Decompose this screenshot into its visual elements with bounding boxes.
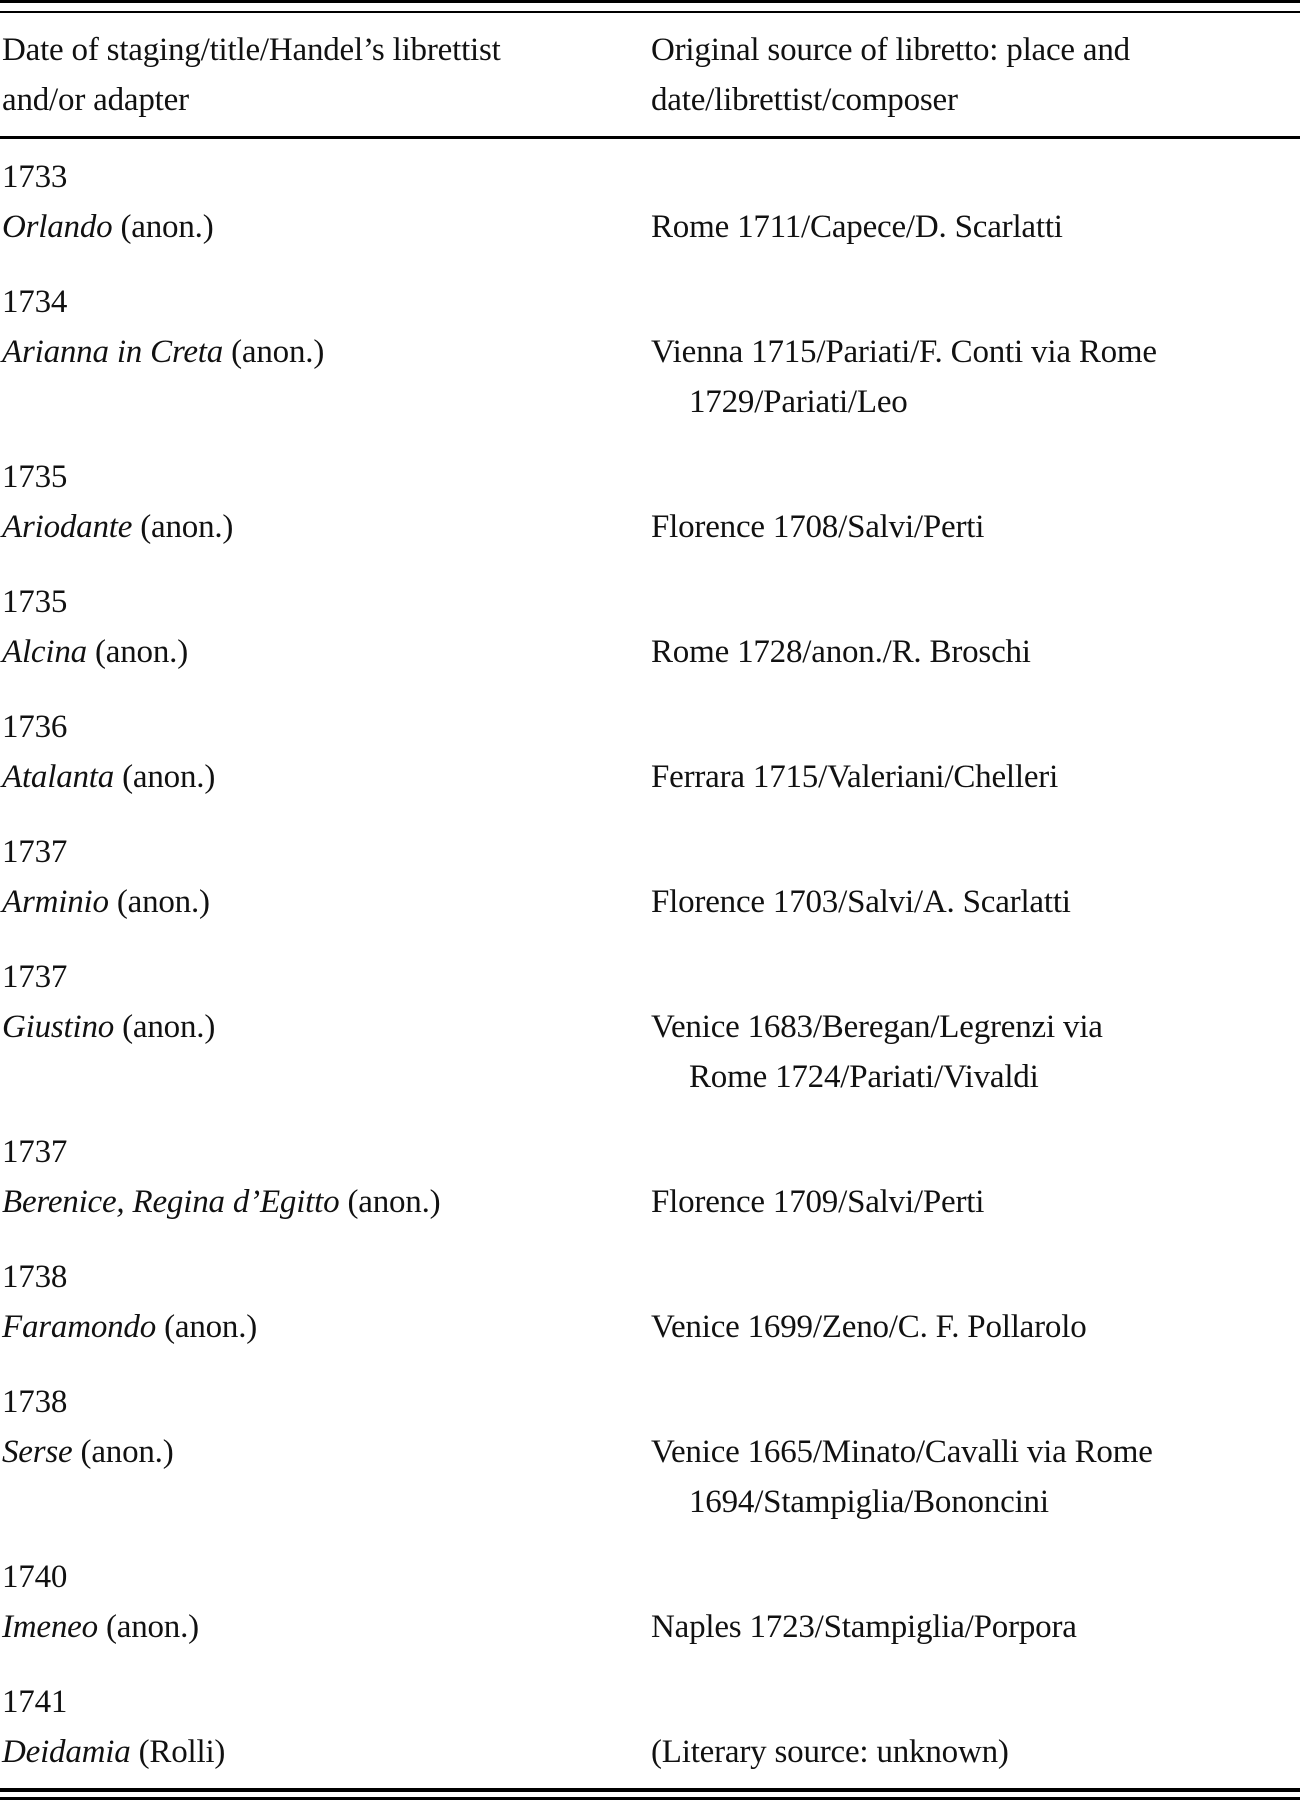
row-year: 1741 <box>2 1684 68 1720</box>
row-source: Florence 1708/Salvi/Perti <box>651 509 985 545</box>
adapter: (anon.) <box>114 1009 216 1045</box>
row-source-cont: 1729/Pariati/Leo <box>689 384 908 420</box>
top-rule-thick <box>0 0 1300 3</box>
adapter: (anon.) <box>97 1609 199 1645</box>
adapter: (anon.) <box>72 1434 174 1470</box>
row-title <box>2 1727 225 1777</box>
row-title <box>2 1302 257 1352</box>
row-year: 1738 <box>2 1384 68 1420</box>
adapter: (anon.) <box>112 209 214 245</box>
row-title <box>2 502 233 552</box>
row-title <box>2 327 324 377</box>
adapter: (anon.) <box>339 1184 441 1220</box>
opera-title: Giustino <box>2 1009 115 1045</box>
header-rule <box>0 136 1300 139</box>
row-title <box>2 627 188 677</box>
row-title <box>2 1602 199 1652</box>
row-source: Vienna 1715/Pariati/F. Conti via Rome <box>651 334 1157 370</box>
row-source: Venice 1699/Zeno/C. F. Pollarolo <box>651 1309 1087 1345</box>
row-year: 1736 <box>2 709 68 745</box>
row-source: Venice 1683/Beregan/Legrenzi via <box>651 1009 1103 1045</box>
row-source-cont: 1694/Stampiglia/Bononcini <box>689 1484 1049 1520</box>
adapter: (anon.) <box>114 759 216 795</box>
row-source-cont: Rome 1724/Pariati/Vivaldi <box>689 1059 1039 1095</box>
opera-title: Imeneo <box>2 1609 98 1645</box>
opera-title: Serse <box>2 1434 73 1470</box>
row-year: 1735 <box>2 459 68 495</box>
row-title <box>2 1002 215 1052</box>
row-source: Naples 1723/Stampiglia/Porpora <box>651 1609 1077 1645</box>
opera-title: Deidamia <box>2 1734 131 1770</box>
adapter: (anon.) <box>156 1309 258 1345</box>
header-col1-line2: and/or adapter <box>2 82 189 118</box>
row-source: Florence 1709/Salvi/Perti <box>651 1184 985 1220</box>
row-title <box>2 1177 440 1227</box>
row-source: Florence 1703/Salvi/A. Scarlatti <box>651 884 1071 920</box>
adapter: (anon.) <box>86 634 188 670</box>
row-year: 1734 <box>2 284 68 320</box>
row-title <box>2 877 210 927</box>
row-year: 1738 <box>2 1259 68 1295</box>
row-source: Rome 1728/anon./R. Broschi <box>651 634 1031 670</box>
row-title <box>2 1427 174 1477</box>
header-col2-line2: date/librettist/composer <box>651 82 958 118</box>
opera-title: Alcina <box>2 634 87 670</box>
row-year: 1737 <box>2 834 68 870</box>
adapter: (Rolli) <box>130 1734 226 1770</box>
header-col1-line1: Date of staging/title/Handel’s librettist <box>2 32 501 68</box>
top-rule-thin <box>0 11 1300 13</box>
opera-title: Orlando <box>2 209 113 245</box>
bottom-rule-thick <box>0 1788 1300 1792</box>
row-year: 1735 <box>2 584 68 620</box>
row-source: Rome 1711/Capece/D. Scarlatti <box>651 209 1063 245</box>
adapter: (anon.) <box>108 884 210 920</box>
opera-title: Ariodante <box>2 509 133 545</box>
row-year: 1737 <box>2 1134 68 1170</box>
opera-title: Atalanta <box>2 759 115 795</box>
opera-title: Arminio <box>2 884 109 920</box>
header-col2-line1: Original source of libretto: place and <box>651 32 1130 68</box>
row-year: 1733 <box>2 159 68 195</box>
opera-title: Arianna in Creta <box>2 334 224 370</box>
opera-title: Berenice, Regina d’Egitto <box>2 1184 340 1220</box>
adapter: (anon.) <box>132 509 234 545</box>
row-source: (Literary source: unknown) <box>651 1734 1009 1770</box>
row-year: 1737 <box>2 959 68 995</box>
row-title <box>2 752 215 802</box>
adapter: (anon.) <box>223 334 325 370</box>
row-source: Ferrara 1715/Valeriani/Chelleri <box>651 759 1059 795</box>
opera-title: Faramondo <box>2 1309 157 1345</box>
bottom-rule-thin <box>0 1797 1300 1800</box>
row-title <box>2 202 213 252</box>
row-source: Venice 1665/Minato/Cavalli via Rome <box>651 1434 1153 1470</box>
row-year: 1740 <box>2 1559 68 1595</box>
